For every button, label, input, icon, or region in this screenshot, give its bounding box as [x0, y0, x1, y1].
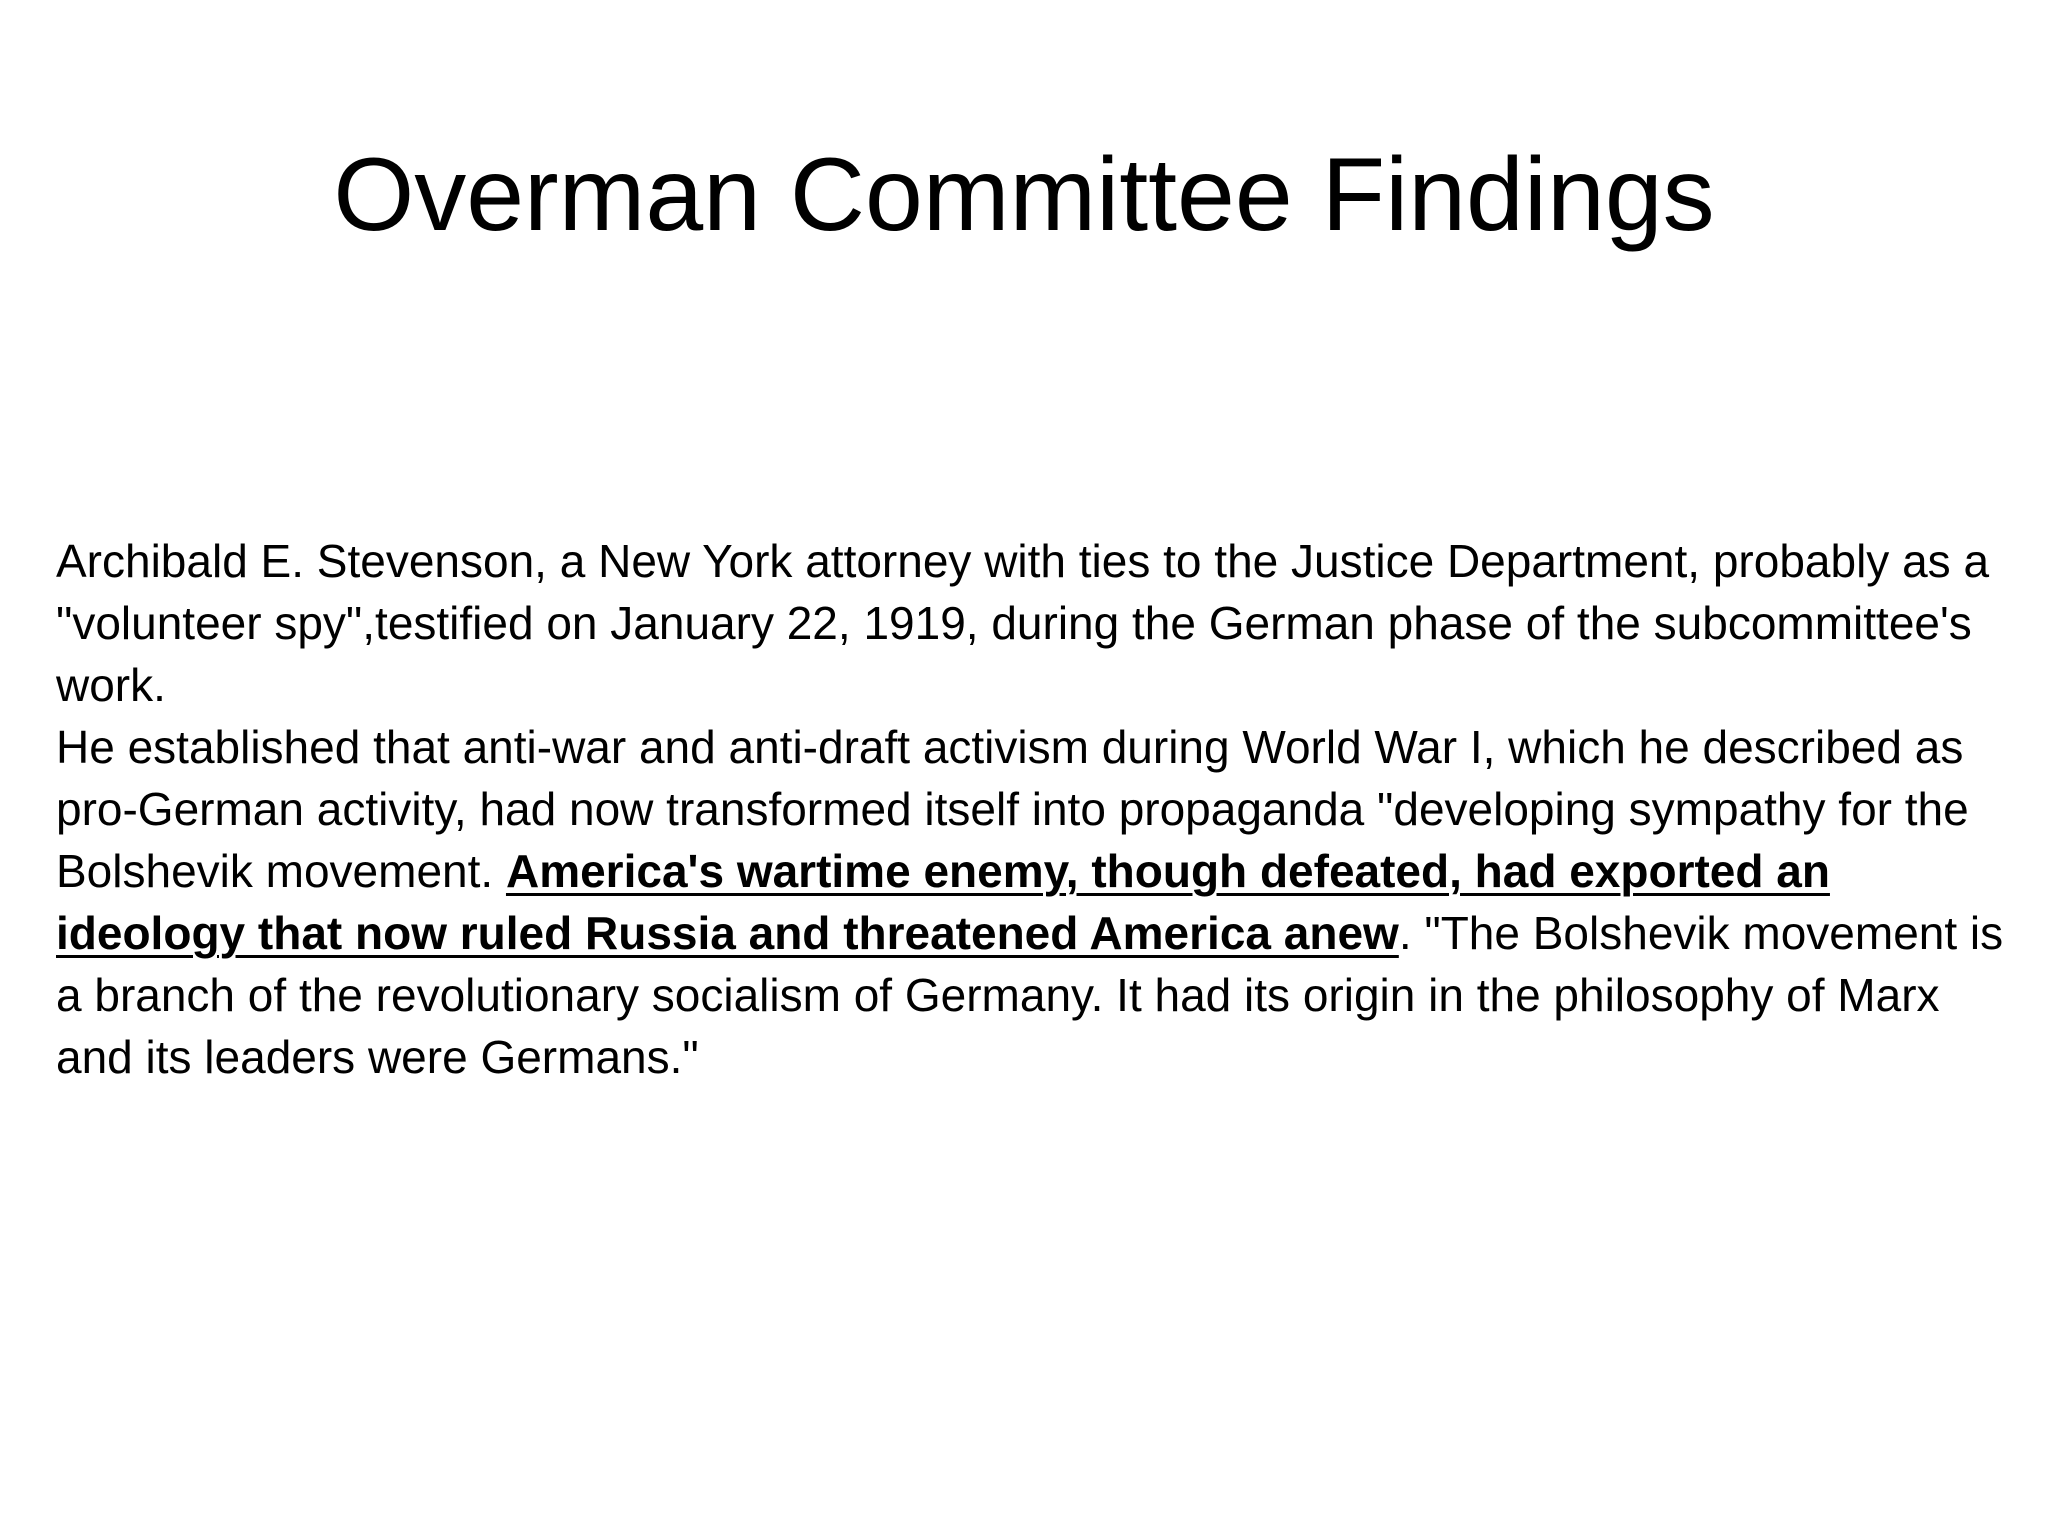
- paragraph-2-emphasis: America's wartime enemy, though defeated, had exported an ideology that now ruled Russia and threatened America anew: [56, 845, 1830, 959]
- paragraph-2-intro: He established that anti-war and anti-draft activism during World War I, which he described as pro-German activity, had now transformed itself into propaganda "developing sympathy for the Bolshevik movement.: [56, 721, 1969, 897]
- slide-body: [56, 530, 2016, 1088]
- body-paragraph-1: Archibald E. Stevenson, a New York attorney with ties to the Justice Department, probably as a "volunteer spy",testified on January 22, 1919, during the German phase of the subcommittee's work.: [56, 535, 1990, 711]
- slide-title: Overman Committee Findings: [333, 137, 1715, 253]
- paragraph-2-outro: . "The Bolshevik movement is a branch of the revolutionary socialism of Germany. It had its origin in the philosophy of Marx and its leaders were Germans.": [56, 907, 2004, 1083]
- body-paragraph-2: [56, 716, 2016, 1088]
